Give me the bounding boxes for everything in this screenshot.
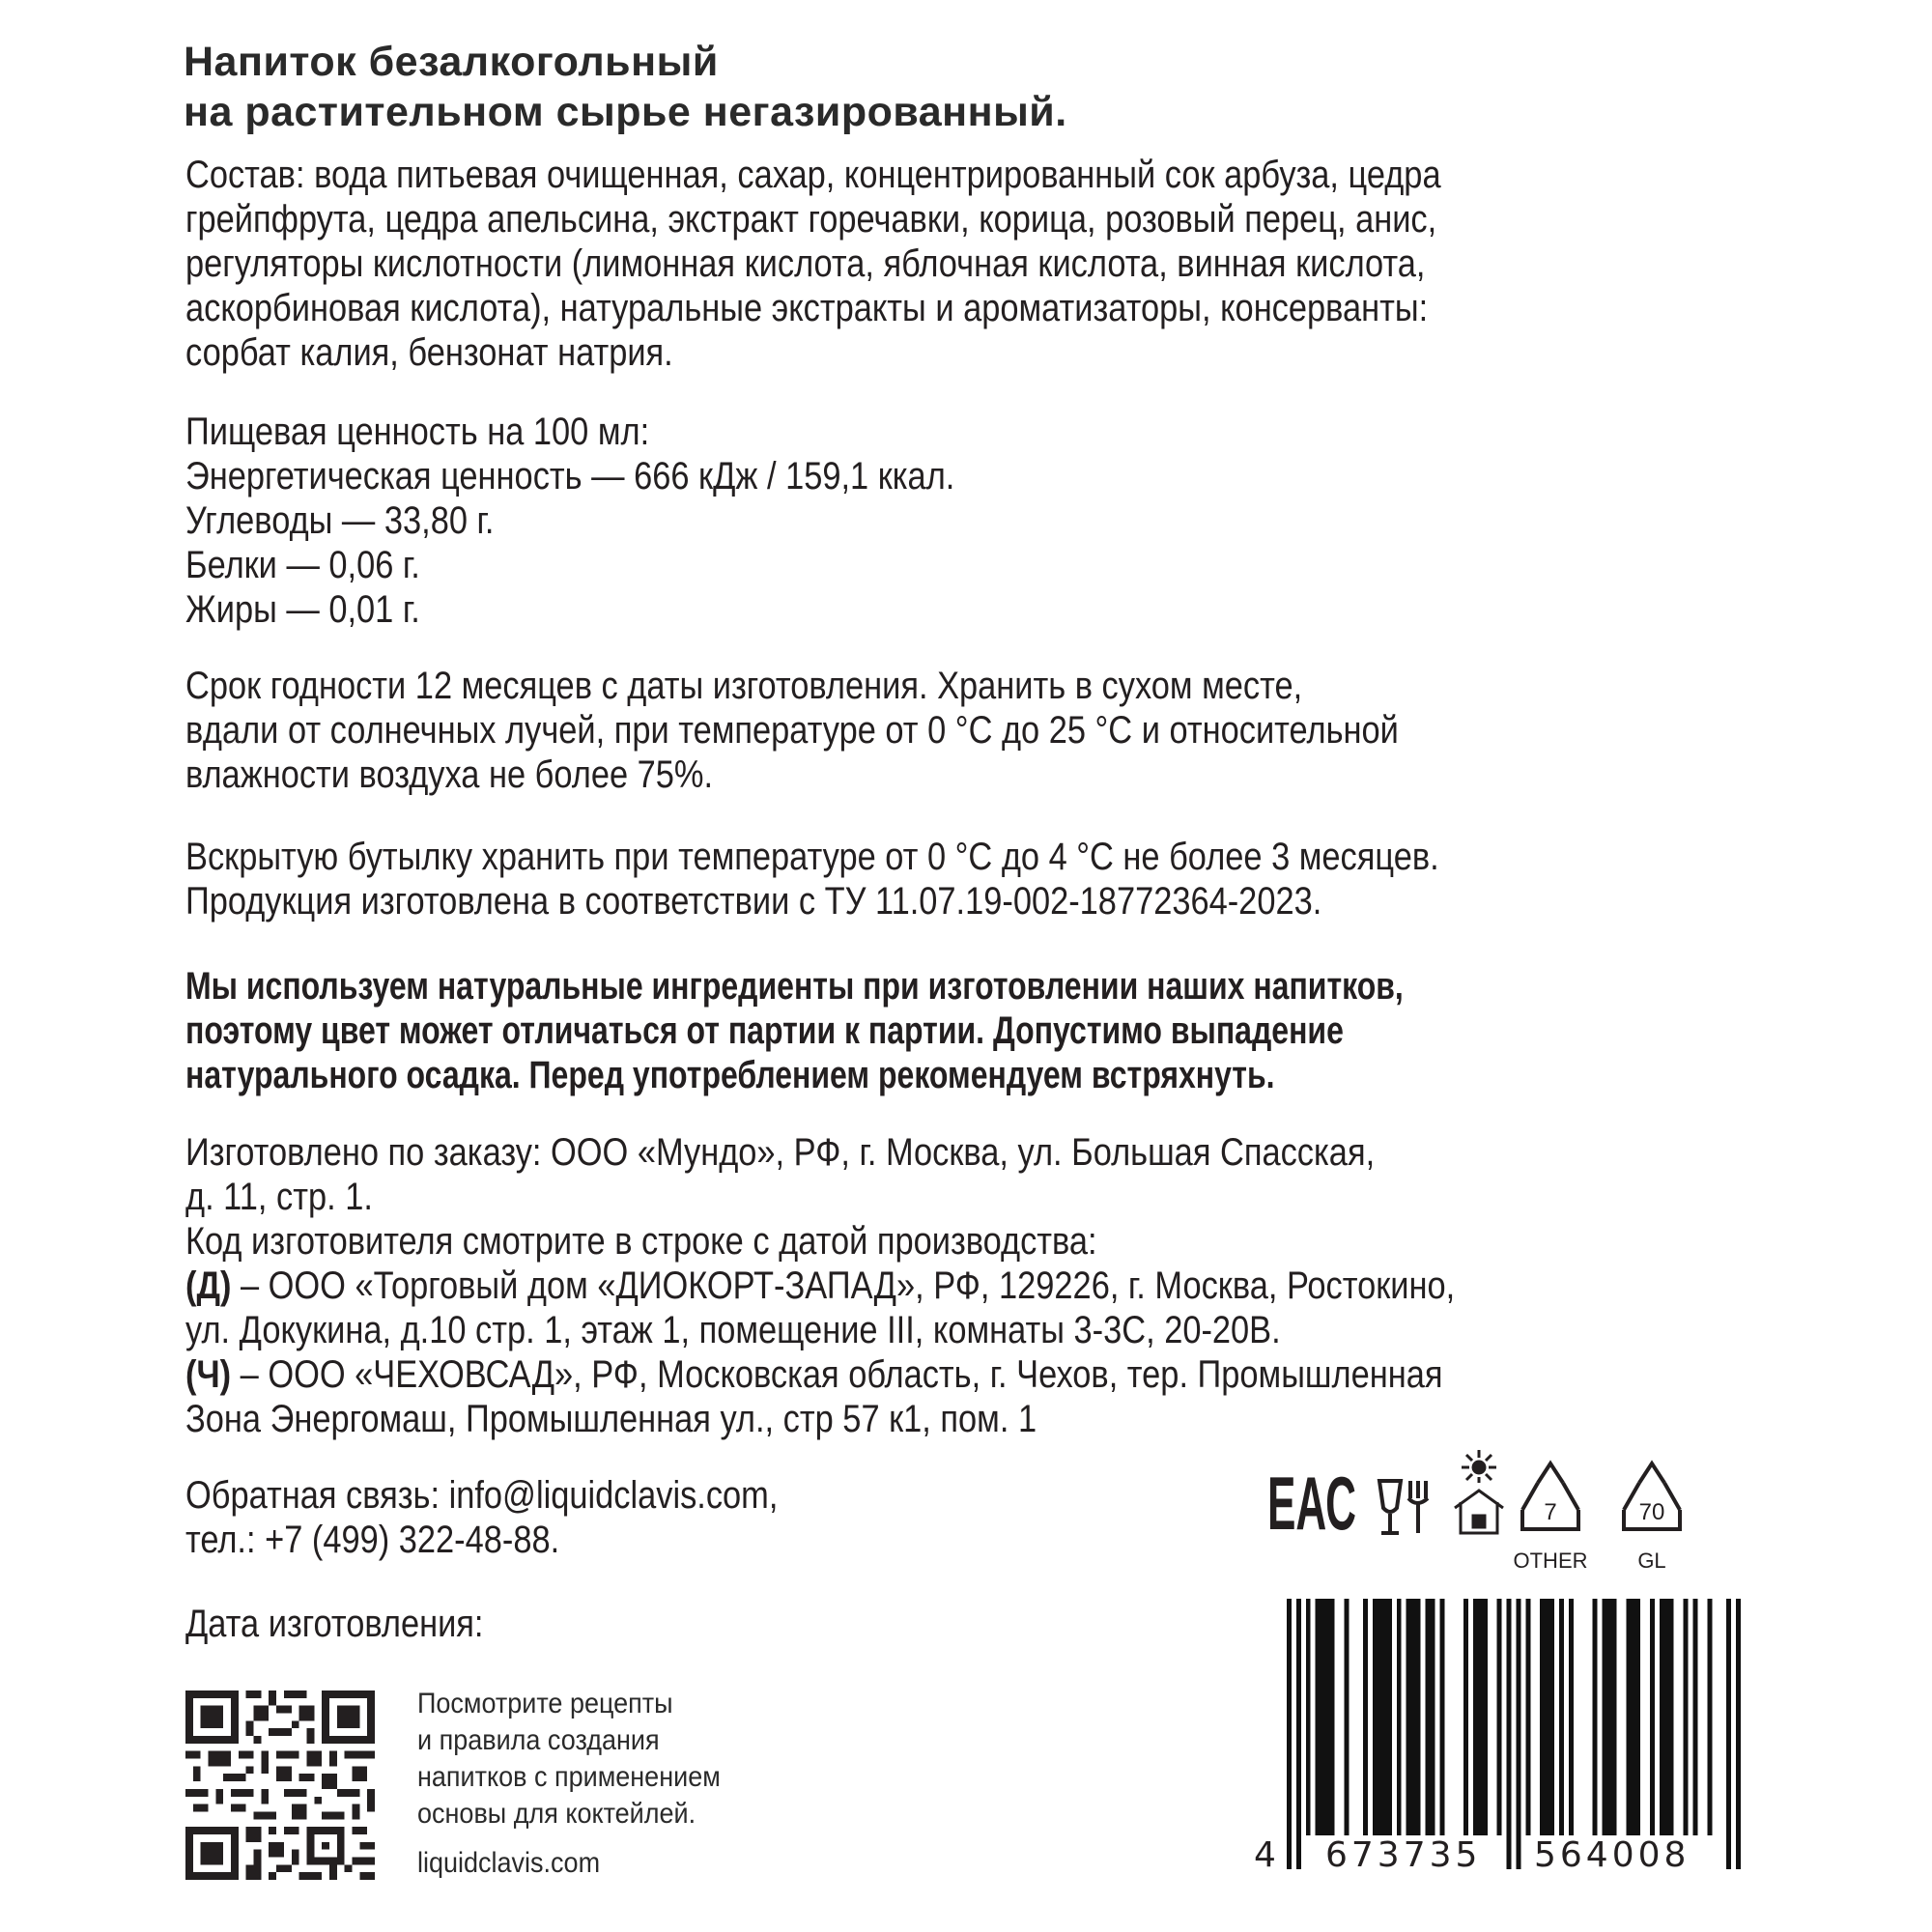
barcode-bar	[1483, 1599, 1488, 1835]
barcode-bar	[1321, 1599, 1325, 1835]
barcode-bar	[1726, 1599, 1731, 1869]
ch-text: – ООО «ЧЕХОВСАД», РФ, Московская область, г. Чехов, тер. Промышленная	[231, 1353, 1443, 1396]
qr-caption	[417, 1686, 721, 1833]
barcode-bar	[1593, 1599, 1598, 1835]
manufacturer-section	[185, 1130, 1455, 1441]
product-title	[184, 37, 1067, 137]
barcode-bar	[1397, 1599, 1402, 1835]
manufacturer-d-line	[185, 1264, 1455, 1308]
manufacturer-ch-line	[185, 1352, 1455, 1397]
qr-caption-line: напитков с применением	[417, 1761, 721, 1793]
opened-storage-section	[185, 835, 1439, 923]
eac-icon	[1267, 1461, 1356, 1546]
barcode-bar	[1684, 1599, 1689, 1835]
barcode-bar	[1516, 1599, 1520, 1869]
ch-code: (Ч)	[185, 1353, 232, 1396]
barcode-bar	[1439, 1599, 1444, 1835]
qr-caption-line: Посмотрите рецепты	[417, 1688, 673, 1719]
barcode-bar	[1507, 1599, 1512, 1869]
recycling-70-number: 70	[1638, 1499, 1665, 1525]
barcode-digits-left: 673735	[1325, 1835, 1482, 1875]
title-line-2: на растительном сырье негазированный.	[184, 89, 1067, 135]
barcode-bar	[1545, 1599, 1549, 1835]
manufacturer-line: Изготовлено по заказу: ООО «Мундо», РФ, г. Москва, ул. Большая Спасская,	[185, 1131, 1376, 1174]
barcode-bar	[1497, 1599, 1502, 1835]
barcode-bar	[1330, 1599, 1335, 1835]
nutrition-line: Энергетическая ценность — 666 кДж / 159,1 ккал.	[185, 455, 955, 497]
notice-line: Мы используем натуральные ингредиенты при изготовлении наших напитков,	[185, 965, 1404, 1008]
barcode-bar	[1296, 1599, 1301, 1869]
barcode-digit-first: 4	[1254, 1835, 1276, 1875]
label-icons	[1256, 1444, 1758, 1579]
barcode-bar	[1606, 1599, 1611, 1835]
barcode-bar	[1406, 1599, 1411, 1835]
contact-email-line: Обратная связь: info@liquidclavis.com,	[185, 1474, 779, 1517]
barcode-bar	[1473, 1599, 1478, 1835]
barcode-bar	[1387, 1599, 1392, 1835]
recycling-70-label: GL	[1637, 1548, 1666, 1573]
recycling-7-number: 7	[1544, 1499, 1557, 1525]
barcode-bar	[1603, 1599, 1607, 1835]
title-line-1: Напиток безалкогольный	[184, 39, 719, 85]
d-text: – ООО «Торговый дом «ДИОКОРТ-ЗАПАД», РФ, 129226, г. Москва, Ростокино,	[231, 1264, 1456, 1307]
barcode-bar	[1707, 1599, 1712, 1835]
barcode-bar	[1569, 1599, 1574, 1835]
d-code: (Д)	[185, 1264, 232, 1307]
barcode-bar	[1664, 1599, 1669, 1835]
nutrition-line: Жиры — 0,01 г.	[185, 588, 420, 631]
nutrition-line: Пищевая ценность на 100 мл:	[185, 411, 650, 453]
barcode-bar	[1363, 1599, 1368, 1835]
manufacturer-line: ул. Докукина, д.10 стр. 1, этаж 1, помещение III, комнаты 3-3С, 20-20В.	[185, 1309, 1281, 1351]
recycling-7-label: OTHER	[1513, 1548, 1588, 1573]
qr-caption-line: и правила создания	[417, 1724, 660, 1756]
barcode-bar	[1378, 1599, 1382, 1835]
composition-line: сорбат калия, бензонат натрия.	[185, 331, 673, 374]
barcode-bar	[1736, 1599, 1741, 1869]
sunlight-icon	[1455, 1450, 1503, 1533]
barcode-bar	[1382, 1599, 1387, 1835]
barcode-bar	[1411, 1599, 1416, 1835]
barcode-bar	[1425, 1599, 1430, 1835]
barcode-bar	[1373, 1599, 1378, 1835]
qr-caption-line: основы для коктейлей.	[417, 1798, 696, 1830]
barcode-bar	[1463, 1599, 1468, 1835]
barcode-bar	[1525, 1599, 1530, 1835]
barcode-bar	[1660, 1599, 1664, 1835]
manufacturer-line: Зона Энергомаш, Промышленная ул., стр 57 к1, пом. 1	[185, 1398, 1037, 1440]
qr-code-icon	[185, 1690, 375, 1880]
manufacturer-line: Код изготовителя смотрите в строке с датой производства:	[185, 1220, 1097, 1263]
barcode-bar	[1430, 1599, 1435, 1835]
barcode-bar	[1540, 1599, 1545, 1835]
website-link[interactable]: liquidclavis.com	[417, 1847, 601, 1879]
opened-line: Вскрытую бутылку хранить при температуре от 0 °С до 4 °С не более 3 месяцев.	[185, 836, 1439, 878]
barcode-bar	[1611, 1599, 1616, 1835]
composition-section	[185, 153, 1441, 375]
storage-line: Срок годности 12 месяцев с даты изготовления. Хранить в сухом месте,	[185, 665, 1303, 707]
barcode-bar	[1287, 1599, 1292, 1869]
natural-notice	[185, 964, 1404, 1097]
contact-phone-line: тел.: +7 (499) 322-48-88.	[185, 1519, 560, 1561]
nutrition-section	[185, 410, 954, 632]
barcode-bar	[1416, 1599, 1421, 1835]
barcode-digits-right: 564008	[1534, 1835, 1690, 1875]
storage-line: влажности воздуха не более 75%.	[185, 753, 714, 796]
nutrition-line: Углеводы — 33,80 г.	[185, 499, 495, 542]
composition-line: аскорбиновая кислота), натуральные экстракты и ароматизаторы, консерванты:	[185, 287, 1429, 329]
barcode-bar	[1635, 1599, 1640, 1835]
barcode-bar	[1316, 1599, 1321, 1835]
barcode-bar	[1650, 1599, 1655, 1835]
barcode-bar	[1559, 1599, 1564, 1835]
barcode-bar	[1693, 1599, 1698, 1835]
svg-text:ЕАС: ЕАС	[1267, 1461, 1356, 1546]
storage-line: вдали от солнечных лучей, при температуре от 0 °С до 25 °С и относительной	[185, 709, 1399, 752]
barcode-icon	[1287, 1599, 1741, 1869]
composition-line: Состав: вода питьевая очищенная, сахар, концентрированный сок арбуза, цедра	[185, 154, 1441, 196]
barcode-bar	[1669, 1599, 1674, 1835]
notice-line: натурального осадка. Перед употреблением рекомендуем встряхнуть.	[185, 1054, 1275, 1096]
food-contact-icon	[1379, 1481, 1428, 1533]
production-date-label: Дата изготовления:	[185, 1603, 484, 1645]
barcode-bar	[1344, 1599, 1349, 1835]
composition-line: регуляторы кислотности (лимонная кислота, яблочная кислота, винная кислота,	[185, 242, 1426, 285]
barcode-bar	[1626, 1599, 1631, 1835]
manufacturer-line: д. 11, стр. 1.	[185, 1176, 373, 1218]
barcode-bar	[1549, 1599, 1554, 1835]
barcode-bar	[1306, 1599, 1311, 1835]
contact-section	[185, 1473, 778, 1562]
barcode-bar	[1631, 1599, 1635, 1835]
notice-line: поэтому цвет может отличаться от партии к партии. Допустимо выпадение	[185, 1009, 1344, 1052]
storage-section	[185, 664, 1399, 797]
barcode-bar	[1478, 1599, 1483, 1835]
nutrition-line: Белки — 0,06 г.	[185, 544, 420, 586]
opened-line: Продукция изготовлена в соответствии с ТУ 11.07.19-002-18772364-2023.	[185, 880, 1322, 923]
barcode-bar	[1325, 1599, 1330, 1835]
composition-line: грейпфрута, цедра апельсина, экстракт горечавки, корица, розовый перец, анис,	[185, 198, 1437, 241]
